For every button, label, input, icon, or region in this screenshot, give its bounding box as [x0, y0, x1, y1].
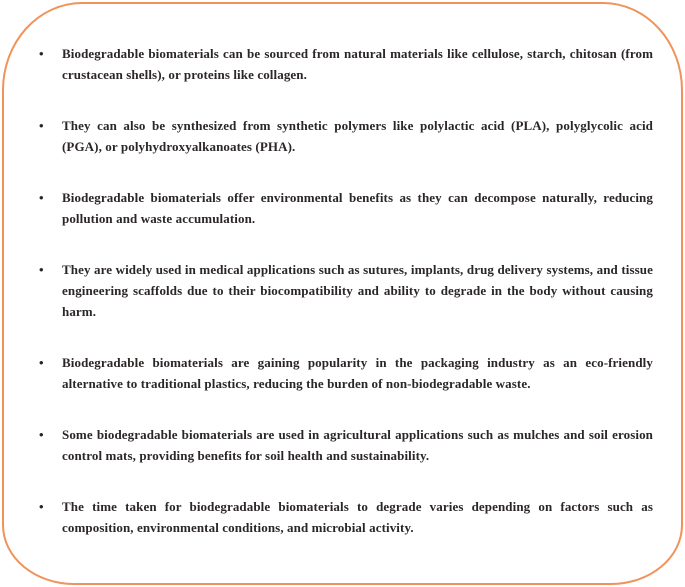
- bullet-icon: •: [39, 190, 44, 205]
- bullet-list: [4, 4, 681, 538]
- bullet-icon: •: [39, 499, 44, 514]
- bullet-icon: •: [39, 427, 44, 442]
- bullet-text: Some biodegradable biomaterials are used in agricultural applications such as mulches and soil erosion control mats, providing benefits for soil health and sustainability.: [62, 427, 653, 463]
- bullet-text: They can also be synthesized from synthetic polymers like polylactic acid (PLA), polyglycolic acid (PGA), or polyhydroxyalkanoates (PHA).: [62, 118, 653, 154]
- bullet-text: They are widely used in medical applications such as sutures, implants, drug delivery systems, and tissue engineering scaffolds due to their biocompatibility and ability to degrade in the body without causing harm.: [62, 262, 653, 319]
- bullet-item: [39, 352, 653, 394]
- bullet-icon: •: [39, 46, 44, 61]
- bullet-icon: •: [39, 355, 44, 370]
- bullet-item: [39, 424, 653, 466]
- bullet-item: [39, 43, 653, 85]
- bullet-icon: •: [39, 118, 44, 133]
- bullet-text: Biodegradable biomaterials are gaining popularity in the packaging industry as an eco-friendly alternative to traditional plastics, reducing the burden of non-biodegradable waste.: [62, 355, 653, 391]
- bullet-item: [39, 187, 653, 229]
- bullet-text: The time taken for biodegradable biomaterials to degrade varies depending on factors such as composition, environmental conditions, and microbial activity.: [62, 499, 653, 535]
- bullet-text: Biodegradable biomaterials can be sourced from natural materials like cellulose, starch, chitosan (from crustacean shells), or proteins like collagen.: [62, 46, 653, 82]
- bullet-item: [39, 496, 653, 538]
- bullet-item: [39, 259, 653, 322]
- document-card: [2, 2, 683, 585]
- bullet-item: [39, 115, 653, 157]
- bullet-text: Biodegradable biomaterials offer environmental benefits as they can decompose naturally, reducing pollution and waste accumulation.: [62, 190, 653, 226]
- bullet-icon: •: [39, 262, 44, 277]
